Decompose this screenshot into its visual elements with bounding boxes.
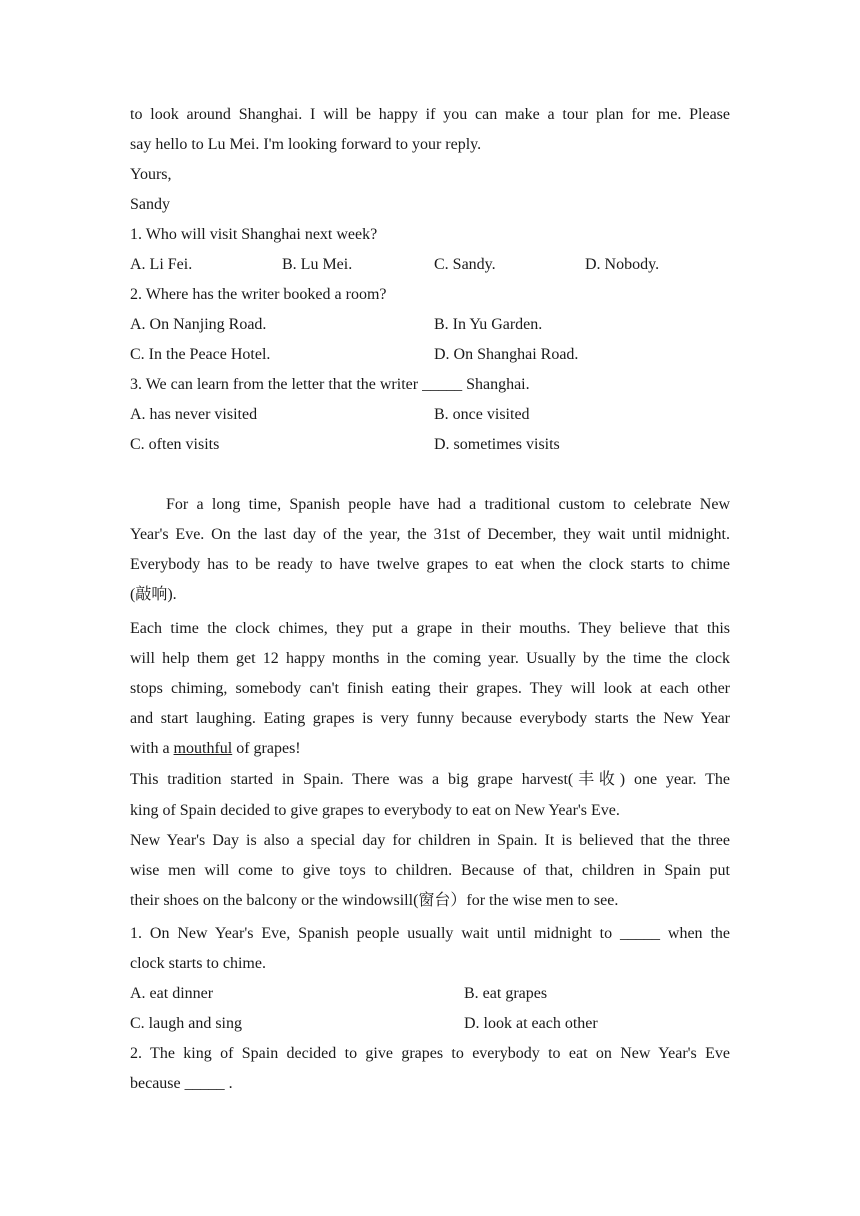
question-stem: clock starts to chime. — [130, 955, 266, 972]
passage-line: New Year's Day is also a special day for children in Spain. It is believed that the three — [130, 832, 730, 849]
passage-line: king of Spain decided to give grapes to everybody to eat on New Year's Eve. — [130, 802, 620, 819]
passage-line: wise men will come to give toys to children. Because of that, children in Spain put — [130, 862, 730, 879]
options-row — [130, 1009, 730, 1039]
option-d: D. look at each other — [464, 1015, 598, 1032]
question-stem: 3. We can learn from the letter that the writer _____ Shanghai. — [130, 376, 530, 393]
letter-line: to look around Shanghai. I will be happy if you can make a tour plan for me. Please — [130, 106, 730, 123]
passage-line: Year's Eve. On the last day of the year, the 31st of December, they wait until midnight. — [130, 526, 730, 543]
options-row — [130, 400, 730, 430]
option-b: B. eat grapes — [464, 985, 548, 1002]
passage-line: For a long time, Spanish people have had a traditional custom to celebrate New — [166, 496, 730, 513]
option-c: C. often visits — [130, 436, 220, 453]
document-page — [130, 100, 730, 1099]
option-a: A. Li Fei. — [130, 256, 193, 273]
passage-line: (敲响). — [130, 586, 177, 603]
option-d: D. Nobody. — [585, 256, 660, 273]
options-row — [130, 250, 730, 280]
option-b: B. once visited — [434, 406, 530, 423]
passage-line: Everybody has to be ready to have twelve grapes to eat when the clock starts to chime — [130, 556, 730, 573]
question-stem: 2. Where has the writer booked a room? — [130, 286, 387, 303]
option-d: D. sometimes visits — [434, 436, 560, 453]
passage-line: will help them get 12 happy months in the coming year. Usually by the time the clock — [130, 650, 730, 667]
options-row — [130, 430, 730, 460]
options-row — [130, 340, 730, 370]
question-stem: 1. Who will visit Shanghai next week? — [130, 226, 378, 243]
underlined-word: mouthful — [173, 740, 233, 757]
question-stem: 1. On New Year's Eve, Spanish people usually wait until midnight to _____ when the — [130, 925, 730, 942]
letter-line: say hello to Lu Mei. I'm looking forward to your reply. — [130, 136, 482, 153]
passage-line: Each time the clock chimes, they put a grape in their mouths. They believe that this — [130, 620, 730, 637]
option-c: C. In the Peace Hotel. — [130, 346, 271, 363]
option-b: B. Lu Mei. — [282, 256, 353, 273]
question-stem: 2. The king of Spain decided to give grapes to everybody to eat on New Year's Eve — [130, 1045, 730, 1062]
letter-signature: Sandy — [130, 196, 170, 213]
passage-line: and start laughing. Eating grapes is very funny because everybody starts the New Year — [130, 710, 730, 727]
option-c: C. Sandy. — [434, 256, 496, 273]
passage-line: their shoes on the balcony or the windowsill(窗台）for the wise men to see. — [130, 892, 619, 909]
options-row — [130, 310, 730, 340]
option-d: D. On Shanghai Road. — [434, 346, 579, 363]
option-a: A. eat dinner — [130, 985, 214, 1002]
passage-line: stops chiming, somebody can't finish eating their grapes. They will look at each other — [130, 680, 730, 697]
letter-closing: Yours, — [130, 166, 172, 183]
question-stem: because _____ . — [130, 1075, 233, 1092]
options-row — [130, 979, 730, 1009]
passage-line: This tradition started in Spain. There was a big grape harvest(丰收) one year. The — [130, 771, 730, 788]
passage-line: with a mouthful of grapes! — [130, 740, 301, 757]
option-b: B. In Yu Garden. — [434, 316, 543, 333]
option-a: A. On Nanjing Road. — [130, 316, 267, 333]
option-c: C. laugh and sing — [130, 1015, 242, 1032]
option-a: A. has never visited — [130, 406, 258, 423]
